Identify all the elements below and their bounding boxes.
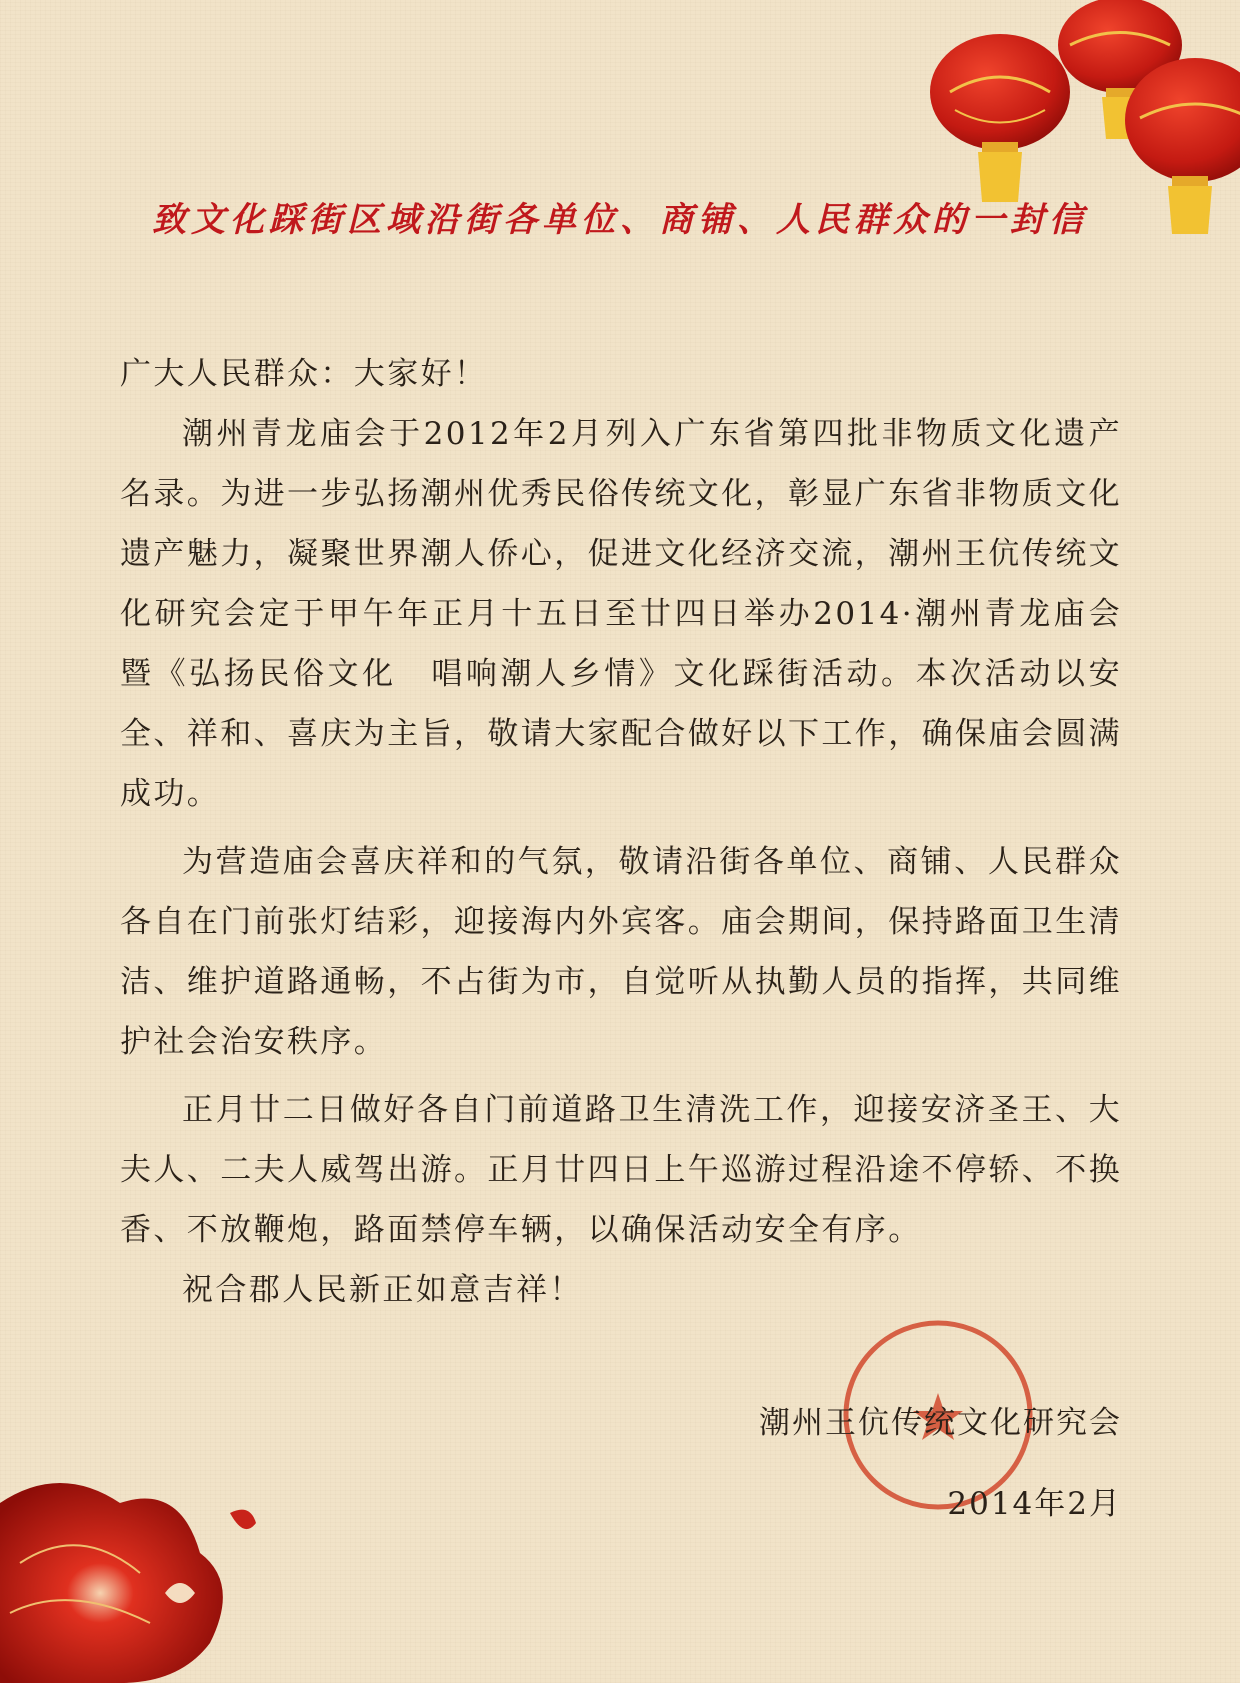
letter-title: 致文化踩街区域沿街各单位、商铺、人民群众的一封信 bbox=[152, 200, 1088, 240]
signature-organization: 潮州王伉传统文化研究会 bbox=[759, 1405, 1122, 1441]
red-peony-icon bbox=[0, 1443, 300, 1683]
letter-body bbox=[120, 344, 1122, 1320]
lantern-icon bbox=[930, 34, 1070, 202]
signature-date: 2014年2月 bbox=[947, 1486, 1122, 1522]
signature-block bbox=[759, 1393, 1122, 1555]
paragraph-1: 潮州青龙庙会于2012年2月列入广东省第四批非物质文化遗产名录。为进一步弘扬潮州优秀民俗传统文化，彰显广东省非物质文化遗产魅力，凝聚世界潮人侨心，促进文化经济交流，潮州王伉传统文化研究会定于甲午年正月十五日至廿四日举办2014·潮州青龙庙会暨《弘扬民俗文化 唱响潮人乡情》文化踩街活动。本次活动以安全、祥和、喜庆为主旨，敬请大家配合做好以下工作，确保庙会圆满成功。 bbox=[120, 416, 1122, 812]
paragraph-2: 为营造庙会喜庆祥和的气氛，敬请沿街各单位、商铺、人民群众各自在门前张灯结彩，迎接海内外宾客。庙会期间，保持路面卫生清洁、维护道路通畅，不占街为市，自觉听从执勤人员的指挥，共同维护社会治安秩序。 bbox=[120, 844, 1122, 1060]
paragraph-3: 正月廿二日做好各自门前道路卫生清洗工作，迎接安济圣王、大夫人、二夫人威驾出游。正月廿四日上午巡游过程沿途不停轿、不换香、不放鞭炮，路面禁停车辆，以确保活动安全有序。 bbox=[120, 1092, 1122, 1248]
paragraph-4: 祝合郡人民新正如意吉祥！ bbox=[182, 1272, 583, 1308]
salutation: 广大人民群众：大家好！ bbox=[120, 356, 488, 392]
